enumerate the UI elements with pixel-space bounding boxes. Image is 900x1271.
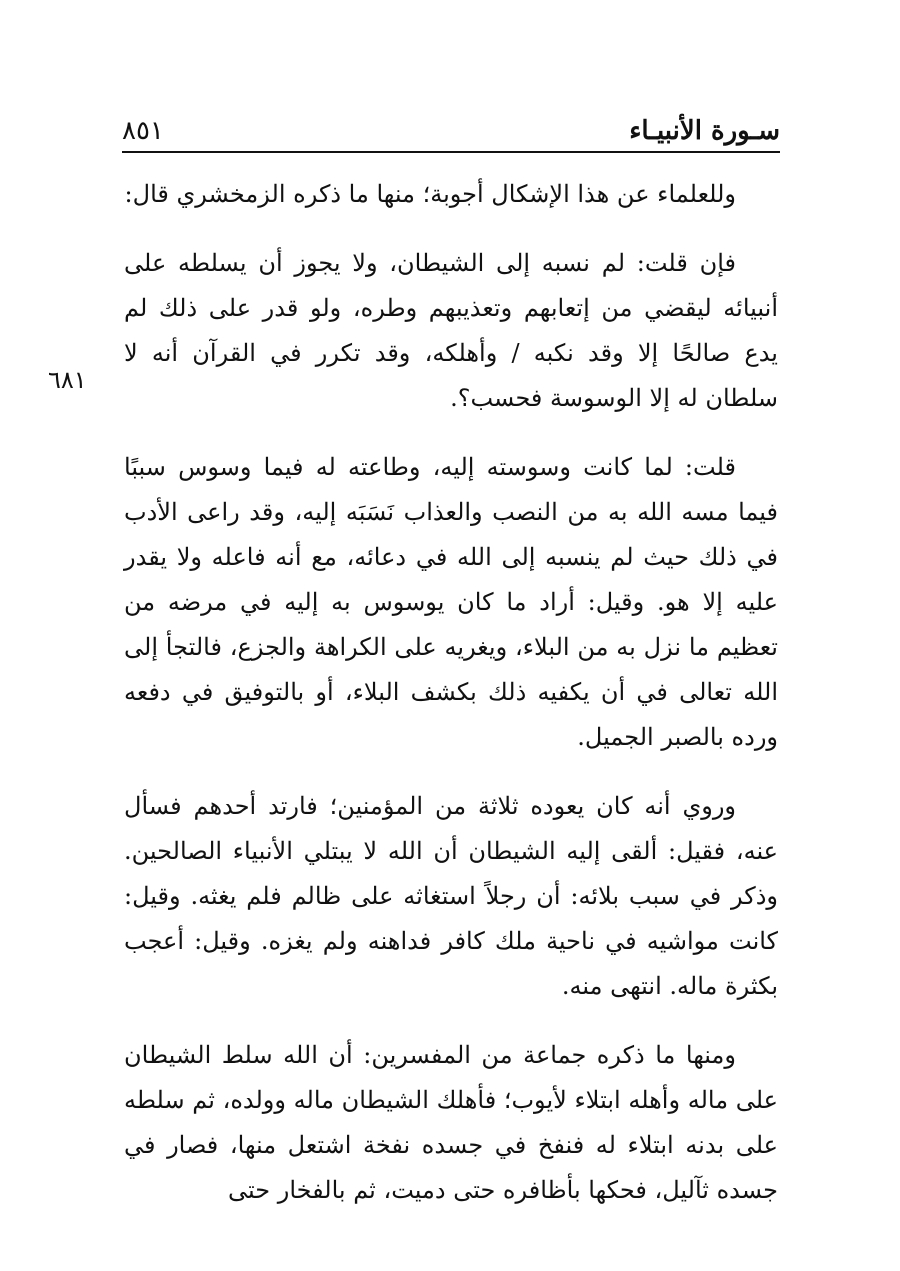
- margin-original-page-number: ٦٨١: [48, 366, 87, 394]
- paragraph: وروي أنه كان يعوده ثلاثة من المؤمنين؛ فارتد أحدهم فسأل عنه، فقيل: ألقى إليه الشيطان أن الله لا يبتلي الأنبياء الصالحين. وذكر في سبب بلائه: أن رجلاً استغاثه على ظالم فلم يغثه. وقيل: كانت مواشيه في ناحية ملك كافر فداهنه ولم يغزه. وقيل: أعجب بكثرة ماله. انتهى منه.: [124, 792, 778, 1000]
- main-text: [124, 172, 778, 1237]
- header-divider: [122, 151, 780, 153]
- paragraph: فإن قلت: لم نسبه إلى الشيطان، ولا يجوز أن يسلطه على أنبيائه ليقضي من إتعابهم وتعذيبهم وطره، ولو قدر على ذلك لم يدع صالحًا إلا وقد نكبه / وأهلكه، وقد تكرر في القرآن أنه لا سلطان له إلا الوسوسة فحسب؟.: [124, 249, 778, 412]
- page-number: ٨٥١: [122, 116, 164, 146]
- paragraph: ومنها ما ذكره جماعة من المفسرين: أن الله سلط الشيطان على ماله وأهله ابتلاء لأيوب؛ فأهلك الشيطان ماله وولده، ثم سلطه على بدنه ابتلاء له فنفخ في جسده نفخة اشتعل منها، فصار في جسده ثآليل، فحكها بأظافره حتى دميت، ثم بالفخار حتى: [124, 1041, 778, 1204]
- paragraph: وللعلماء عن هذا الإشكال أجوبة؛ منها ما ذكره الزمخشري قال:: [124, 180, 736, 208]
- surah-title: سـورة الأنبيـاء: [629, 116, 780, 146]
- running-header: [122, 112, 780, 152]
- paragraph: قلت: لما كانت وسوسته إليه، وطاعته له فيما وسوس سببًا فيما مسه الله به من النصب والعذاب نَسَبَه إليه، وقد راعى الأدب في ذلك حيث لم ينسبه إلى الله في دعائه، مع أنه فاعله ولا يقدر عليه إلا هو. وقيل: أراد ما كان يوسوس به إليه في مرضه من تعظيم ما نزل به من البلاء، ويغريه على الكراهة والجزع، فالتجأ إلى الله تعالى في أن يكفيه ذلك بكشف البلاء، أو بالتوفيق في دفعه ورده بالصبر الجميل.: [124, 453, 778, 751]
